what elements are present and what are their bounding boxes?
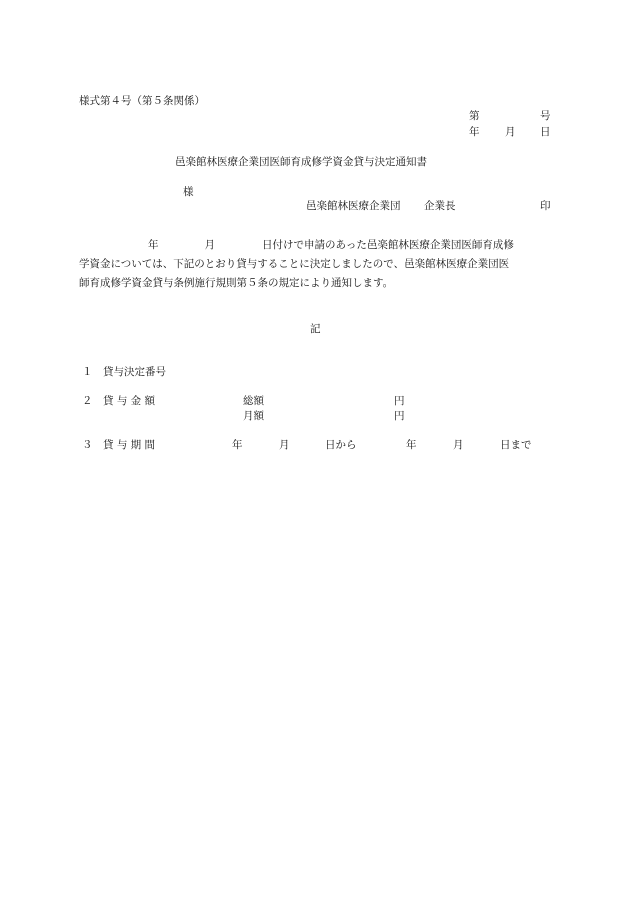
date-year: 年 bbox=[469, 126, 480, 138]
period-start-year: 年 bbox=[232, 439, 243, 451]
doc-number-suffix: 号 bbox=[540, 110, 551, 122]
monthly-amount-label: 月額 bbox=[243, 410, 264, 422]
seal-mark: 印 bbox=[540, 200, 551, 212]
period-start-month: 月 bbox=[279, 439, 290, 451]
body-paragraph bbox=[79, 240, 553, 297]
ki-heading: 記 bbox=[310, 323, 321, 335]
item-1-number: １ bbox=[82, 366, 93, 378]
monthly-amount-yen: 円 bbox=[394, 410, 405, 422]
item-1-label: 貸与決定番号 bbox=[103, 366, 166, 378]
sender-role: 企業長 bbox=[424, 200, 456, 212]
form-label: 様式第４号（第５条関係） bbox=[79, 95, 205, 107]
body-line-1 bbox=[79, 240, 553, 259]
body-line-3: 師育成修学資金貸与条例施行規則第５条の規定により通知します。 bbox=[79, 277, 394, 289]
date-day: 日 bbox=[540, 126, 551, 138]
item-3-label: 貸 与 期 間 bbox=[103, 439, 156, 451]
period-start-day: 日から bbox=[325, 439, 357, 451]
period-end-month: 月 bbox=[453, 439, 464, 451]
body-month: 月 bbox=[204, 239, 215, 251]
addressee-sama: 様 bbox=[183, 186, 194, 198]
sender-org: 邑楽館林医療企業団 bbox=[306, 200, 401, 212]
total-amount-label: 総額 bbox=[243, 395, 264, 407]
item-3-number: ３ bbox=[82, 439, 93, 451]
period-end-day: 日まで bbox=[500, 439, 532, 451]
document-title: 邑楽館林医療企業団医師育成修学資金貸与決定通知書 bbox=[175, 156, 427, 168]
doc-number-prefix: 第 bbox=[469, 110, 480, 122]
body-line-2: 学資金については、下記のとおり貸与することに決定しましたので、邑楽館林医療企業団医 bbox=[79, 258, 510, 270]
item-2-number: ２ bbox=[82, 395, 93, 407]
period-end-year: 年 bbox=[406, 439, 417, 451]
body-year: 年 bbox=[148, 239, 159, 251]
date-month: 月 bbox=[505, 126, 516, 138]
body-line-1-text: 日付けで申請のあった邑楽館林医療企業団医師育成修 bbox=[262, 239, 514, 251]
total-amount-yen: 円 bbox=[394, 395, 405, 407]
item-2-label: 貸 与 金 額 bbox=[103, 395, 156, 407]
